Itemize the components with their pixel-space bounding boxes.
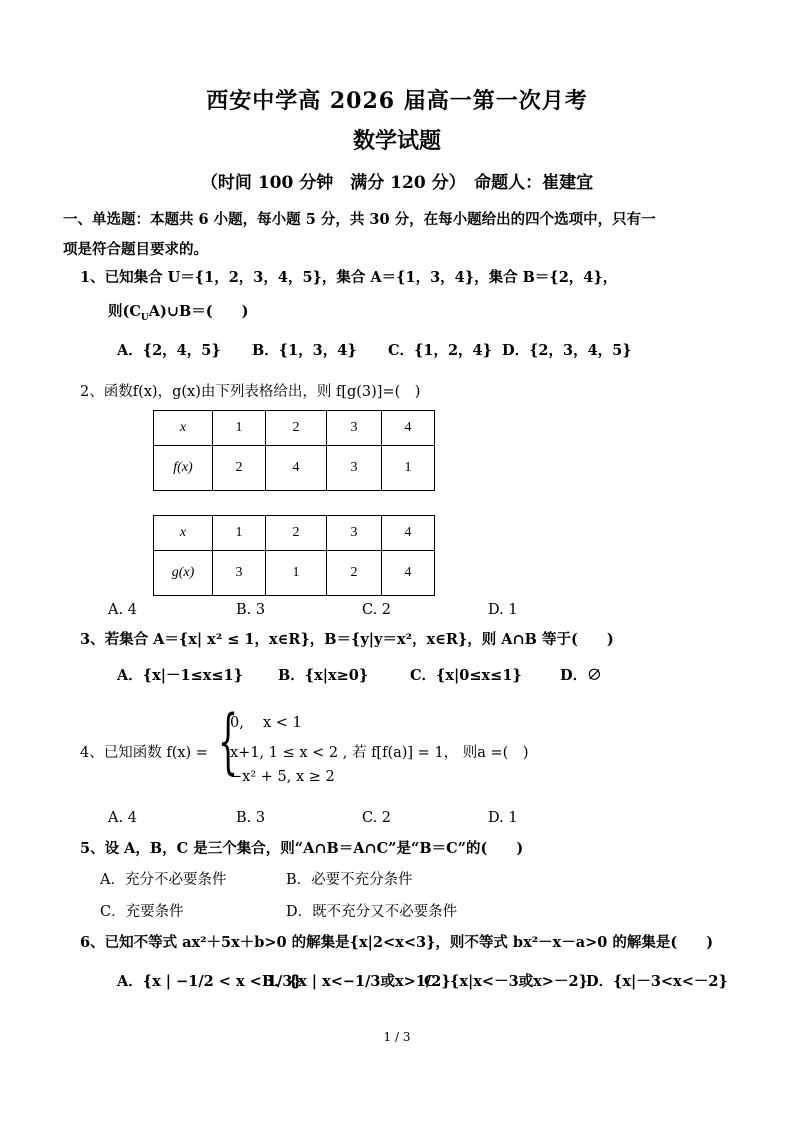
table-f-head-3: 3 (327, 411, 382, 446)
q4-case-2: x+1, 1 ≤ x < 2 , 若 f[f(a)] = 1， 则a =( ) (230, 745, 529, 761)
q3-option-d: D．∅ (560, 667, 602, 684)
q5-option-d: D．既不充分又不必要条件 (286, 904, 458, 920)
q1-option-d: D．{2，3，4，5} (502, 342, 632, 359)
q1-expr-part1: 则(C (108, 303, 141, 320)
q2-option-d: D. 1 (488, 602, 518, 618)
q4-option-a: A. 4 (108, 810, 137, 826)
table-f-head-1: 1 (213, 411, 266, 446)
table-g-head-1: 1 (213, 516, 266, 551)
q4-option-b: B. 3 (236, 810, 266, 826)
table-f-head-2: 2 (266, 411, 327, 446)
q4-option-d: D. 1 (488, 810, 518, 826)
q1-option-b: B．{1，3，4} (252, 342, 357, 359)
q5-stem: 5、设 A，B，C 是三个集合，则“A∩B＝A∩C”是“B＝C”的( ) (80, 840, 524, 857)
table-g-head-3: 3 (327, 516, 382, 551)
exam-info: （时间 100 分钟 满分 120 分） 命题人：崔建宜 (200, 173, 594, 193)
q5-option-c: C．充要条件 (100, 904, 184, 920)
q2-option-c: C. 2 (362, 602, 392, 618)
table-f-row-label: f(x) (154, 446, 213, 491)
table-g-row-label: g(x) (154, 551, 213, 596)
page-number: 1 / 3 (383, 1030, 411, 1044)
q4-option-c: C. 2 (362, 810, 392, 826)
q2-stem: 2、函数f(x)，g(x)由下列表格给出，则 f[g(3)]=( ) (80, 384, 421, 400)
q3-stem: 3、若集合 A＝{x| x² ≤ 1，x∈R}，B＝{y|y＝x²，x∈R}，则 A∩B 等于( ) (80, 631, 614, 648)
table-g-head-4: 4 (382, 516, 435, 551)
table-f-header-row (154, 411, 435, 446)
q4-case-1: 0, x < 1 (230, 715, 302, 731)
q4-piecewise-brace: { (218, 700, 239, 782)
table-f-cell-1: 2 (213, 446, 266, 491)
table-f-head-4: 4 (382, 411, 435, 446)
q2-option-b: B. 3 (236, 602, 266, 618)
table-g-cell-4: 4 (382, 551, 435, 596)
q6-option-d: D．{x|－3<x<－2} (586, 973, 728, 990)
exam-title: 西安中学高 2026 届高一第一次月考 (206, 88, 588, 114)
subject-title: 数学试题 (352, 128, 441, 154)
table-g-cell-3: 2 (327, 551, 382, 596)
table-f-cell-3: 3 (327, 446, 382, 491)
table-g-cell-2: 1 (266, 551, 327, 596)
q6-option-c: C．{x|x<－3或x>－2} (424, 973, 588, 990)
q1-expression (108, 300, 249, 323)
q3-option-c: C．{x|0≤x≤1} (410, 667, 522, 684)
q4-case-3: −x² + 5, x ≥ 2 (230, 769, 335, 785)
q1-expr-part2: A)∪B＝( ) (148, 303, 249, 320)
q4-prefix: 4、已知函数 f(x) = (80, 745, 208, 761)
table-f-head-x: x (154, 411, 213, 446)
q3-option-b: B．{x|x≥0} (278, 667, 369, 684)
q6-option-a: A．{x | −1/2 < x < 1/3} (117, 973, 302, 990)
table-f-cell-2: 4 (266, 446, 327, 491)
table-g-head-x: x (154, 516, 213, 551)
table-f-cell-4: 1 (382, 446, 435, 491)
section1-instruction-line1: 一、单选题：本题共 6 小题，每小题 5 分，共 30 分，在每小题给出的四个选项中，只有一 (63, 211, 656, 228)
table-g-header-row (154, 516, 435, 551)
q5-option-b: B．必要不充分条件 (286, 872, 413, 888)
table-g-cell-1: 3 (213, 551, 266, 596)
q1-stem: 1、已知集合 U＝{1，2，3，4，5}，集合 A＝{1，3，4}，集合 B＝{2，4}， (80, 269, 618, 286)
section1-instruction-line2: 项是符合题目要求的。 (63, 241, 208, 258)
q6-stem: 6、已知不等式 ax²＋5x＋b>0 的解集是{x|2<x<3}，则不等式 bx²－x－a>0 的解集是( ) (80, 934, 714, 951)
q6-option-b: B．{x | x<−1/3或x>1/2} (262, 973, 451, 990)
q2-option-a: A. 4 (108, 602, 137, 618)
table-f (153, 410, 435, 491)
table-g-value-row (154, 551, 435, 596)
q3-option-a: A．{x|－1≤x≤1} (117, 667, 243, 684)
table-g-head-2: 2 (266, 516, 327, 551)
table-g (153, 515, 435, 596)
q1-expr-sub: U (140, 312, 149, 323)
q1-option-a: A．{2，4，5} (117, 342, 221, 359)
q1-option-c: C．{1，2，4} (388, 342, 492, 359)
table-f-value-row (154, 446, 435, 491)
q5-option-a: A．充分不必要条件 (100, 872, 227, 888)
